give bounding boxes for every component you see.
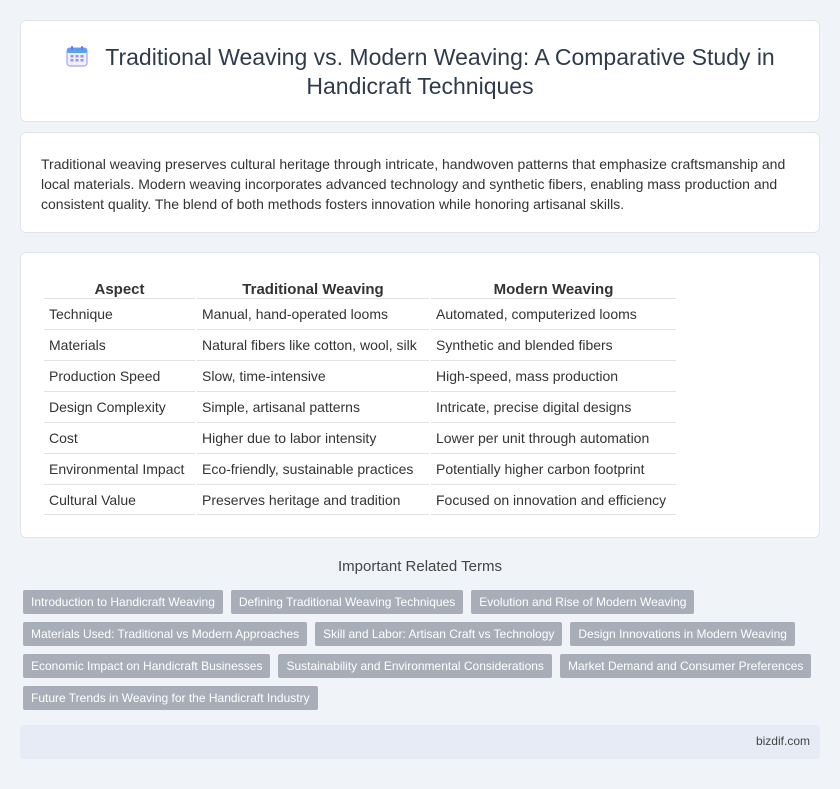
header-traditional: Traditional Weaving [242, 281, 384, 298]
cell-traditional: Slow, time-intensive [197, 360, 429, 391]
table-row [44, 298, 676, 329]
cell-aspect: Technique [44, 298, 195, 329]
cell-aspect: Design Complexity [44, 391, 195, 422]
page-title-text: Traditional Weaving vs. Modern Weaving: A Comparative Study in Handicraft Techniques [105, 44, 775, 99]
related-term-tag[interactable]: Skill and Labor: Artisan Craft vs Technology [315, 622, 562, 646]
cell-modern: High-speed, mass production [431, 360, 676, 391]
related-term-tag[interactable]: Evolution and Rise of Modern Weaving [471, 590, 694, 614]
cell-traditional: Simple, artisanal patterns [197, 391, 429, 422]
cell-traditional: Natural fibers like cotton, wool, silk [197, 329, 429, 360]
title-card [20, 20, 820, 122]
table-row [44, 329, 676, 360]
cell-aspect: Materials [44, 329, 195, 360]
related-term-tag[interactable]: Economic Impact on Handicraft Businesses [23, 654, 270, 678]
cell-modern: Intricate, precise digital designs [431, 391, 676, 422]
cell-aspect: Environmental Impact [44, 453, 195, 484]
tag-row [23, 654, 823, 678]
related-term-tag[interactable]: Defining Traditional Weaving Techniques [231, 590, 463, 614]
tag-row [23, 622, 823, 646]
comparison-table-card [20, 252, 820, 538]
tag-row [23, 590, 823, 614]
intro-card [20, 132, 820, 233]
cell-traditional: Higher due to labor intensity [197, 422, 429, 453]
related-term-tag[interactable]: Design Innovations in Modern Weaving [570, 622, 795, 646]
related-term-tag[interactable]: Sustainability and Environmental Considerations [278, 654, 551, 678]
related-terms-list [23, 590, 823, 718]
cell-modern: Focused on innovation and efficiency [431, 484, 676, 515]
table-row [44, 453, 676, 484]
header-modern: Modern Weaving [493, 281, 614, 298]
cell-modern: Potentially higher carbon footprint [431, 453, 676, 484]
cell-modern: Synthetic and blended fibers [431, 329, 676, 360]
related-term-tag[interactable]: Materials Used: Traditional vs Modern Approaches [23, 622, 307, 646]
related-term-tag[interactable]: Introduction to Handicraft Weaving [23, 590, 223, 614]
table-row [44, 484, 676, 515]
table-row [44, 360, 676, 391]
cell-traditional: Preserves heritage and tradition [197, 484, 429, 515]
footer-site-link[interactable]: bizdif.com [755, 734, 810, 748]
tag-row [23, 686, 823, 710]
cell-modern: Automated, computerized looms [431, 298, 676, 329]
table-row [44, 391, 676, 422]
page-title [21, 43, 819, 101]
cell-aspect: Cost [44, 422, 195, 453]
comparison-table [42, 274, 678, 515]
calendar-icon [65, 44, 89, 68]
related-term-tag[interactable]: Future Trends in Weaving for the Handicraft Industry [23, 686, 318, 710]
footer [20, 725, 820, 759]
cell-modern: Lower per unit through automation [431, 422, 676, 453]
intro-paragraph: Traditional weaving preserves cultural heritage through intricate, handwoven patterns that emphasize craftsmanship and local materials. Modern weaving incorporates advanced technology and synthetic fibers, enabling mass production and consistent quality. The blend of both methods fosters innovation while honoring artisanal skills. [41, 156, 786, 212]
related-terms-heading: Important Related Terms [338, 558, 502, 575]
header-aspect: Aspect [94, 281, 145, 298]
cell-traditional: Manual, hand-operated looms [197, 298, 429, 329]
table-header-row [44, 274, 676, 298]
cell-traditional: Eco-friendly, sustainable practices [197, 453, 429, 484]
cell-aspect: Production Speed [44, 360, 195, 391]
related-term-tag[interactable]: Market Demand and Consumer Preferences [560, 654, 811, 678]
table-row [44, 422, 676, 453]
cell-aspect: Cultural Value [44, 484, 195, 515]
